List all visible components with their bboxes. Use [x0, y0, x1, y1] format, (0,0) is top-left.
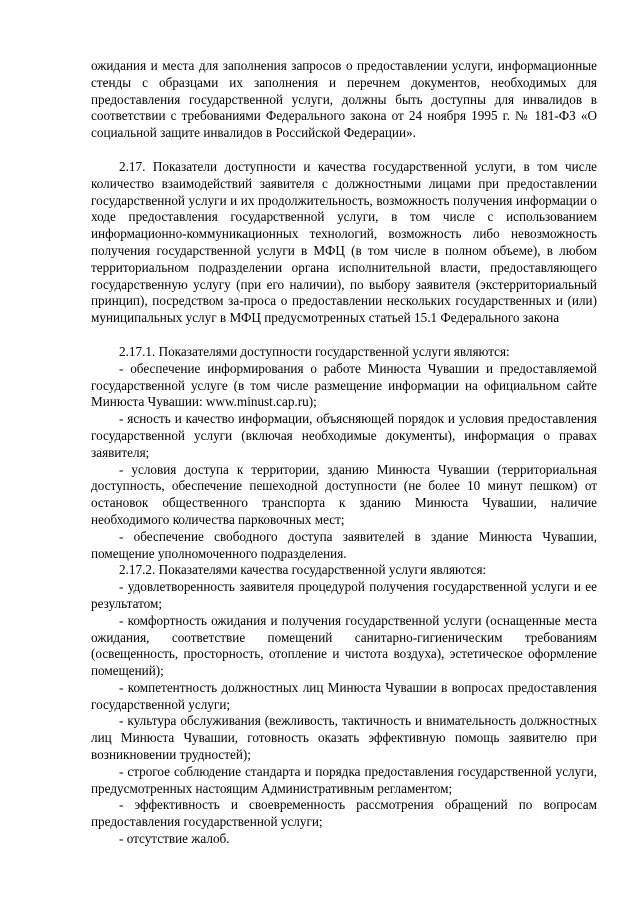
paragraph-gap: [91, 142, 597, 159]
section-2-17-1-title: 2.17.1. Показателями доступности государственной услуги являются:: [119, 343, 510, 359]
quality-item: - удовлетворенность заявителя процедурой получения государственной услуги и ее результатом;: [91, 579, 597, 611]
availability-item: - обеспечение информирования о работе Минюста Чувашии и предоставляемой государственной услуге (в том числе размещение информации на официальном сайте Минюста Чувашии: www.minust.cap.ru);: [91, 360, 597, 410]
section-2-17-paragraph: 2.17. Показатели доступности и качества государственной услуги, в том числе количество взаимодействий заявителя с должностными лицами при предоставлении государственной услуги и их продолжительность, возможность получения информации о ходе предоставления государственной услуги, в том числе с использованием информационно-коммуникационных технологий, возможность либо невозможность получения государственной услуги в МФЦ (в том числе в полном объеме), в любом территориальном подразделении органа исполнительной власти, предоставляющего государственную услугу (при его наличии), по выбору заявителя (экстерриториальный принцип), посредством за-проса о предоставлении нескольких государственных и (или) муниципальных услуг в МФЦ предусмотренных статьей 15.1 Федерального закона: [91, 158, 597, 326]
paragraph-gap: [91, 327, 597, 344]
availability-item: - ясность и качество информации, объясняющей порядок и условия предоставления государственной услуги (включая необходимые документы), информация о правах заявителя;: [91, 411, 597, 460]
availability-item: - условия доступа к территории, зданию Минюста Чувашии (территориальная доступность, обеспечение пешеходной доступности (не более 10 минут пешком) от остановок общественного транспорта к зданию Минюста Чувашии, наличие необходимого количества парковочных мест;: [91, 461, 597, 527]
quality-item: - отсутствие жалоб.: [119, 831, 230, 847]
quality-item: - компетентность должностных лиц Минюста Чувашии в вопросах предоставления государственной услуги;: [91, 679, 597, 712]
availability-item: - обеспечение свободного доступа заявителей в здание Минюста Чувашии, помещение уполномоченного подразделения.: [91, 528, 597, 561]
quality-item: - комфортность ожидания и получения государственной услуги (оснащенные места ожидания, соответствие помещений санитарно-гигиеническим требованиям (освещенность, просторность, отопление и чистота воздуха), эстетическое оформление помещений);: [91, 612, 597, 679]
document-page: [91, 58, 597, 848]
section-2-17-2-title: 2.17.2. Показателями качества государственной услуги являются:: [119, 562, 487, 578]
intro-paragraph: ожидания и места для заполнения запросов о предоставлении услуги, информационные стенды с образцами их заполнения и перечнем документов, необходимых для предоставления государственной услуги, должны быть доступны для инвалидов в соответствии с требованиями Федерального закона от 24 ноября 1995 г. № 181-ФЗ «О социальной защите инвалидов в Российской Федерации».: [91, 58, 597, 141]
quality-item: - культура обслуживания (вежливость, тактичность и внимательность должностных лиц Минюста Чувашии, готовность оказать эффективную помощь заявителю при возникновении трудностей);: [91, 713, 597, 763]
quality-item: - эффективность и своевременность рассмотрения обращений по вопросам предоставления государственной услуги;: [91, 797, 597, 830]
quality-item: - строгое соблюдение стандарта и порядка предоставления государственной услуги, предусмотренных настоящим Административным регламентом;: [91, 763, 597, 796]
